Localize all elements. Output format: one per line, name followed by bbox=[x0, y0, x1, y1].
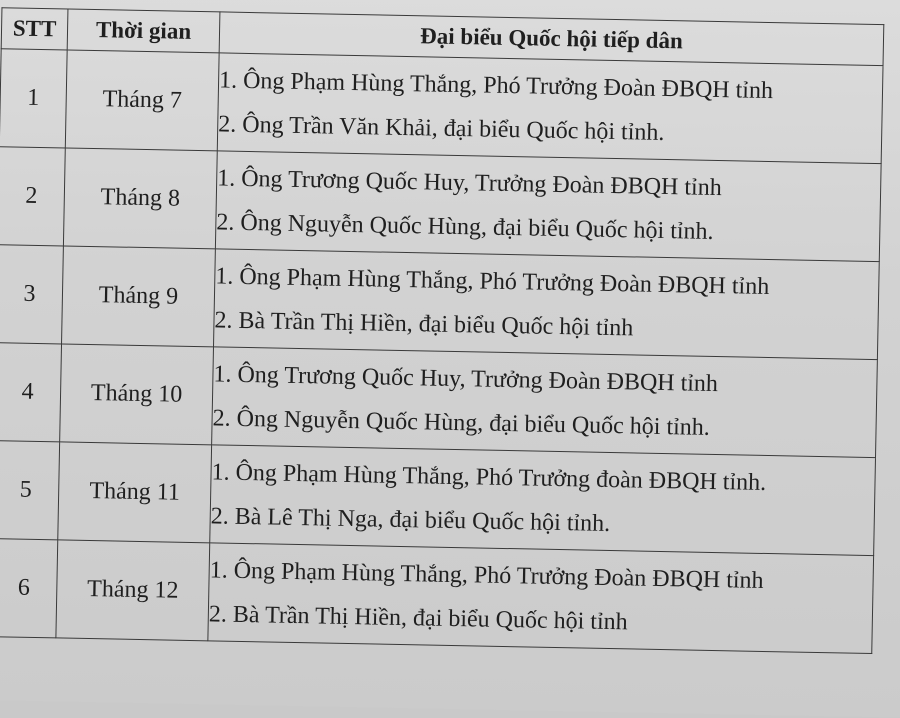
row-delegates bbox=[217, 53, 883, 164]
row-delegates bbox=[215, 151, 881, 262]
row-stt: 2 bbox=[0, 147, 65, 246]
row-stt: 6 bbox=[0, 539, 58, 638]
row-stt: 1 bbox=[0, 49, 67, 148]
header-stt: STT bbox=[1, 8, 68, 50]
table-row bbox=[0, 147, 881, 262]
row-time: Tháng 7 bbox=[65, 50, 219, 151]
row-stt: 3 bbox=[0, 245, 63, 344]
table-row bbox=[0, 441, 875, 556]
row-time: Tháng 10 bbox=[60, 344, 214, 445]
row-time: Tháng 12 bbox=[56, 540, 210, 641]
row-delegates bbox=[213, 249, 879, 360]
delegate-line: 2. Ông Nguyễn Quốc Hùng, đại biểu Quốc hội tỉnh. bbox=[212, 404, 711, 441]
delegate-line: 1. Ông Trương Quốc Huy, Trưởng Đoàn ĐBQH tỉnh bbox=[216, 164, 722, 201]
table-row bbox=[0, 343, 877, 458]
delegate-line: 2. Ông Trần Văn Khải, đại biểu Quốc hội tỉnh. bbox=[218, 110, 665, 146]
table-row bbox=[0, 539, 874, 654]
header-delegates: Đại biểu Quốc hội tiếp dân bbox=[219, 12, 884, 66]
table-row bbox=[0, 245, 879, 360]
reception-schedule-table bbox=[0, 7, 884, 654]
delegate-line: 1. Ông Phạm Hùng Thắng, Phó Trưởng Đoàn ĐBQH tỉnh bbox=[215, 262, 770, 300]
delegate-line: 2. Bà Trần Thị Hiền, đại biểu Quốc hội tỉnh bbox=[208, 600, 628, 635]
row-delegates bbox=[208, 543, 874, 654]
table-row bbox=[0, 49, 883, 164]
row-stt: 4 bbox=[0, 343, 62, 442]
delegate-line: 1. Ông Trương Quốc Huy, Trưởng Đoàn ĐBQH tỉnh bbox=[213, 360, 719, 397]
row-delegates bbox=[212, 347, 878, 458]
delegate-line: 1. Ông Phạm Hùng Thắng, Phó Trưởng Đoàn ĐBQH tỉnh bbox=[218, 66, 774, 104]
row-delegates bbox=[210, 445, 876, 556]
delegate-line: 1. Ông Phạm Hùng Thắng, Phó Trưởng đoàn ĐBQH tỉnh. bbox=[211, 458, 767, 496]
delegate-line: 1. Ông Phạm Hùng Thắng, Phó Trưởng Đoàn ĐBQH tỉnh bbox=[209, 556, 764, 594]
row-time: Tháng 11 bbox=[58, 442, 212, 543]
delegate-line: 2. Ông Nguyễn Quốc Hùng, đại biểu Quốc hội tỉnh. bbox=[216, 208, 714, 245]
header-time: Thời gian bbox=[67, 9, 220, 53]
delegate-line: 2. Bà Lê Thị Nga, đại biểu Quốc hội tỉnh. bbox=[210, 502, 611, 537]
row-time: Tháng 9 bbox=[62, 246, 216, 347]
row-time: Tháng 8 bbox=[63, 148, 217, 249]
delegate-line: 2. Bà Trần Thị Hiền, đại biểu Quốc hội tỉnh bbox=[214, 306, 634, 341]
row-stt: 5 bbox=[0, 441, 60, 540]
